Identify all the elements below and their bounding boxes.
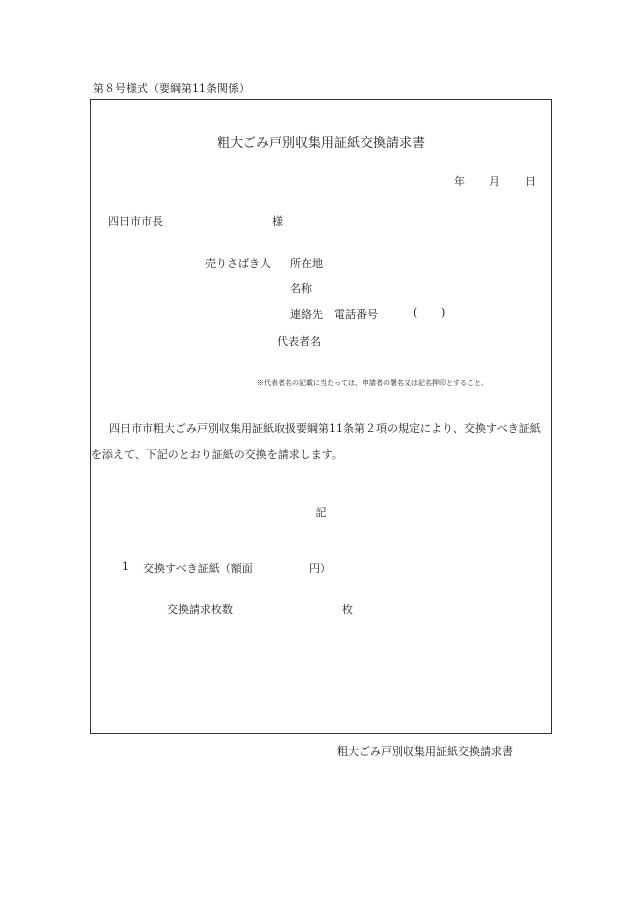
phone-paren-close: ) — [441, 306, 446, 319]
signature-note: ※代表者名の記載に当たっては、申請者の署名又は記名押印とすること。 — [257, 379, 488, 387]
date-day-label: 日 — [525, 175, 536, 188]
item-number: 1 — [122, 560, 129, 573]
count-label: 交換請求枚数 — [167, 603, 233, 616]
form-frame — [90, 99, 552, 734]
ki-heading: 記 — [315, 506, 327, 519]
item-yen: 円） — [309, 562, 331, 575]
honorific: 様 — [272, 215, 283, 228]
document-title: 粗大ごみ戸別収集用証紙交換請求書 — [216, 136, 425, 151]
location-label: 所在地 — [290, 257, 323, 270]
request-body-text: 四日市市粗大ごみ戸別収集用証紙取扱要綱第11条第２項の規定により、交換すべき証紙を添えて、下記のとおり証紙の交換を請求します。 — [91, 422, 541, 461]
phone-label: 電話番号 — [334, 308, 378, 321]
footer-title: 粗大ごみ戸別収集用証紙交換請求書 — [337, 745, 513, 758]
representative-label: 代表者名 — [277, 335, 321, 348]
form-number: 第８号様式（要綱第11条関係） — [93, 82, 250, 95]
contact-label: 連絡先 — [290, 308, 323, 321]
name-label: 名称 — [290, 282, 312, 295]
item-label: 交換すべき証紙（額面 — [143, 562, 253, 575]
date-month-label: 月 — [489, 175, 500, 188]
seller-label: 売りさばき人 — [205, 257, 271, 270]
phone-paren-open: ( — [413, 306, 418, 319]
count-unit: 枚 — [342, 603, 353, 616]
addressee: 四日市市長 — [108, 215, 163, 228]
date-year-label: 年 — [454, 175, 465, 188]
